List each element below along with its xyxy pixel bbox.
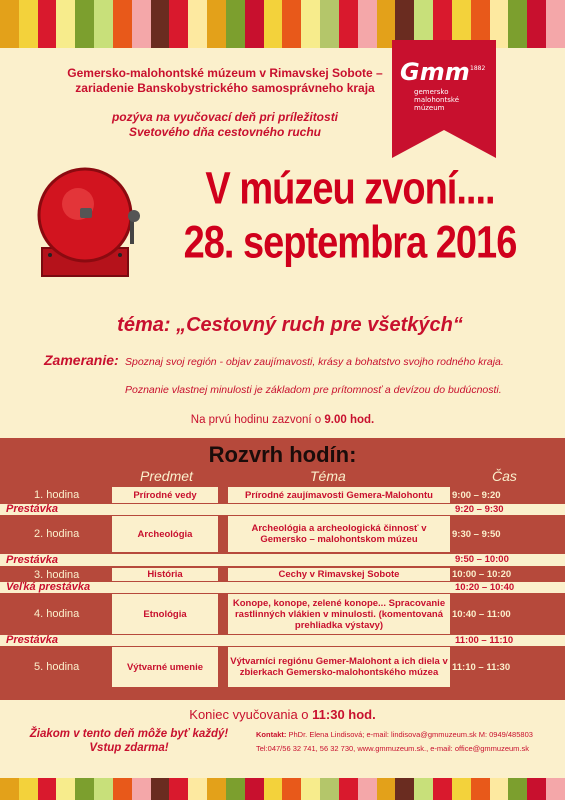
stripe (527, 778, 546, 800)
lesson-hour: 3. hodina (34, 568, 80, 581)
stripe (301, 0, 320, 48)
column-header-topic: Téma (310, 468, 346, 484)
stripe (75, 0, 94, 48)
logo-mark: Gmm (400, 58, 470, 86)
lesson-topic: Cechy v Rimavskej Sobote (228, 568, 450, 581)
stripe (38, 778, 57, 800)
break-label: Veľká prestávka (6, 581, 91, 593)
break-time: 9:20 – 9:30 (455, 504, 504, 515)
stripe (207, 778, 226, 800)
lesson-hour: 4. hodina (34, 608, 80, 620)
stripe (245, 778, 264, 800)
museum-logo (384, 40, 504, 160)
event-date: 28. septembra 2016 (183, 217, 517, 269)
invitation-line2: Svetového dňa cestovného ruchu (128, 125, 322, 139)
contact-info (256, 728, 533, 756)
lesson-subject: Výtvarné umenie (112, 647, 218, 687)
stripe (113, 0, 132, 48)
stripe (0, 0, 19, 48)
bottom-stripe-band (0, 778, 565, 800)
stripe (490, 778, 509, 800)
organizer (60, 66, 390, 96)
lesson-topic: Konope, konope, zelené konope... Spracovanie rastlinných vlákien v minulosti. (komentovaná prehliadka výstavy) (228, 594, 450, 634)
stripe (452, 778, 471, 800)
end-text: Koniec vyučovania o (189, 707, 313, 722)
stripe (546, 778, 565, 800)
stripe (264, 0, 283, 48)
stripe (433, 778, 452, 800)
break-time: 10:20 – 10:40 (455, 582, 515, 593)
first-bell-note (0, 414, 565, 426)
event-title: V múzeu zvoní.... (205, 163, 495, 215)
stripe (358, 0, 377, 48)
stripe (282, 0, 301, 48)
contact-line2: Tel:047/56 32 741, 56 32 730, www.gmmuzeum.sk., e-mail: office@gmmuzeum.sk (256, 744, 530, 753)
stripe (508, 778, 527, 800)
organizer-line1: Gemersko-malohontské múzeum v Rimavskej Sobote – (67, 66, 383, 80)
stripe (508, 0, 527, 48)
stripe (19, 0, 38, 48)
lesson-subject: História (112, 568, 218, 581)
stripe (226, 0, 245, 48)
first-bell-text: Na prvú hodinu zazvoní o (190, 414, 325, 426)
break-label: Prestávka (6, 554, 58, 566)
stripe (471, 778, 490, 800)
lesson-subject: Prírodné vedy (112, 487, 218, 503)
contact-line1: PhDr. Elena Lindisová; e-mail: lindisova@gmmuzeum.sk M: 0949/485803 (286, 730, 533, 739)
stripe (207, 0, 226, 48)
break-label: Prestávka (6, 503, 58, 515)
stripe (282, 778, 301, 800)
lesson-time: 10:00 – 10:20 (452, 569, 512, 580)
break-time: 9:50 – 10:00 (455, 554, 509, 565)
lesson-hour: 5. hodina (34, 661, 80, 673)
break-row (0, 635, 565, 646)
stripe (358, 778, 377, 800)
lesson-subject: Etnológia (112, 594, 218, 634)
break-row (0, 554, 565, 566)
stripe (188, 778, 207, 800)
end-time: 11:30 hod. (312, 707, 376, 722)
students-line1: Žiakom v tento deň môže byť každý! (29, 728, 229, 740)
lesson-hour: 1. hodina (34, 489, 80, 501)
stripe (56, 0, 75, 48)
stripe (546, 0, 565, 48)
break-row (0, 504, 565, 515)
stripe (339, 0, 358, 48)
stripe (0, 778, 19, 800)
stripe (377, 778, 396, 800)
focus-line-1: Spoznaj svoj región - objav zaujímavosti, krásy a bohatstvo svojho rodného kraja. (125, 356, 504, 368)
invitation-line1: pozýva na vyučovací deň pri príležitosti (111, 110, 339, 124)
stripe (395, 778, 414, 800)
stripe (151, 0, 170, 48)
stripe (151, 778, 170, 800)
stripe (339, 778, 358, 800)
stripe (75, 778, 94, 800)
break-row (0, 582, 565, 593)
stripe (169, 778, 188, 800)
lesson-time: 11:10 – 11:30 (452, 661, 511, 673)
lesson-topic: Archeológia a archeologická činnosť v Gemersko – malohontskom múzeu (228, 516, 450, 552)
stripe (320, 0, 339, 48)
first-bell-time: 9.00 hod. (324, 414, 375, 426)
stripe (113, 778, 132, 800)
stripe (188, 0, 207, 48)
lesson-time: 10:40 – 11:00 (452, 608, 511, 620)
stripe (264, 778, 283, 800)
logo-year: 1882 (470, 65, 486, 72)
lesson-topic: Prírodné zaujímavosti Gemera-Malohontu (228, 487, 450, 503)
column-header-subject: Predmet (140, 468, 193, 484)
stripe (94, 778, 113, 800)
focus-label: Zameranie: (44, 352, 119, 368)
lesson-topic: Výtvarníci regiónu Gemer-Malohont a ich diela v zbierkach Gemersko-malohontského múzea (228, 647, 450, 687)
students-note (24, 727, 234, 755)
lesson-subject: Archeológia (112, 516, 218, 552)
lesson-time: 9:00 – 9:20 (452, 489, 501, 501)
stripe (301, 778, 320, 800)
stripe (169, 0, 188, 48)
stripe (19, 778, 38, 800)
stripe (320, 778, 339, 800)
stripe (245, 0, 264, 48)
stripe (527, 0, 546, 48)
stripe (94, 0, 113, 48)
logo-line3: múzeum (414, 104, 445, 112)
event-theme: téma: „Cestovný ruch pre všetkých“ (117, 314, 463, 336)
students-line2: Vstup zdarma! (89, 742, 169, 754)
contact-label: Kontakt: (256, 730, 287, 739)
stripe (132, 778, 151, 800)
stripe (38, 0, 57, 48)
stripe (226, 778, 245, 800)
schedule-title: Rozvrh hodín: (208, 442, 357, 467)
lesson-time: 9:30 – 9:50 (452, 528, 501, 540)
column-header-time: Čas (492, 468, 517, 484)
logo-line1: gemersko (414, 88, 449, 96)
break-time: 11:00 – 11:10 (455, 635, 514, 646)
break-label: Prestávka (6, 634, 58, 646)
stripe (132, 0, 151, 48)
organizer-line2: zariadenie Banskobystrického samosprávneho kraja (75, 81, 375, 95)
invitation (70, 110, 380, 140)
school-bell-icon (30, 160, 160, 290)
lesson-hour: 2. hodina (34, 528, 80, 540)
end-of-classes (0, 707, 565, 722)
focus-line-2: Poznanie vlastnej minulosti je základom pre prítomnosť a devízou do budúcnosti. (125, 384, 502, 396)
logo-line2: malohontské (414, 96, 459, 104)
stripe (56, 778, 75, 800)
stripe (414, 778, 433, 800)
